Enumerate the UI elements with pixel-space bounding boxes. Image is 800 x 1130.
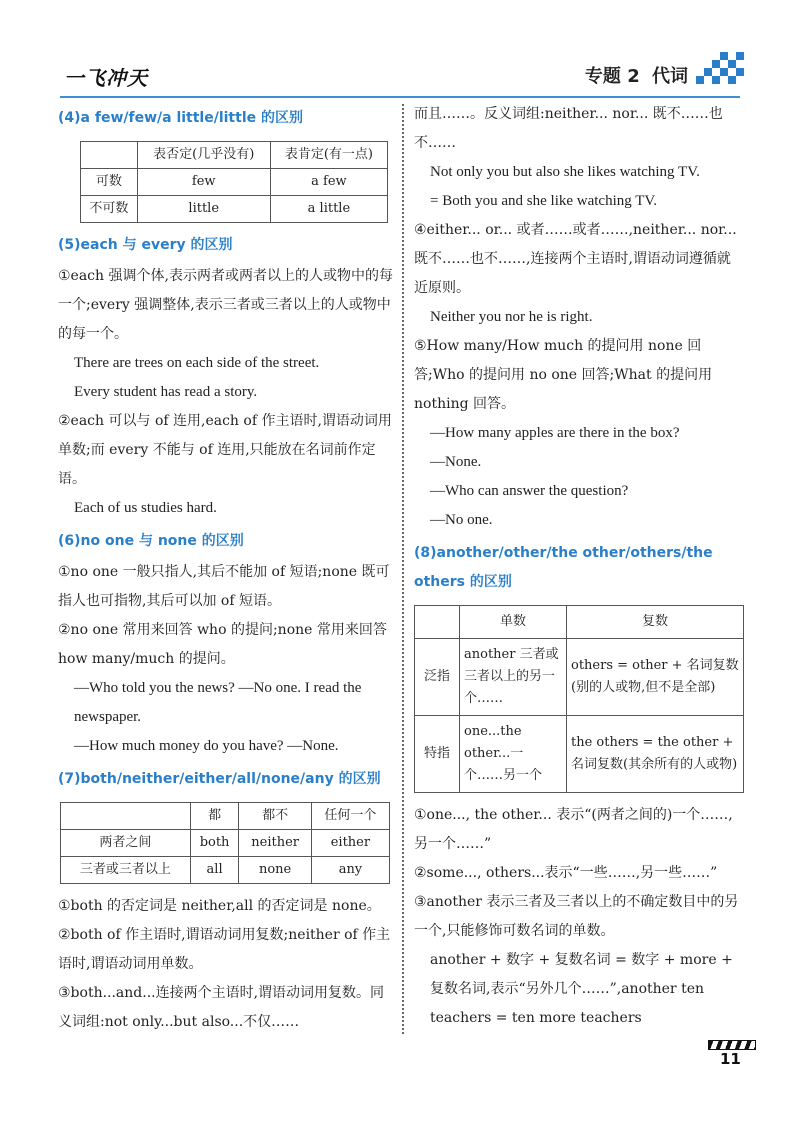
table-header: 都不	[239, 803, 311, 830]
table-header	[415, 606, 460, 639]
paragraph: ③another 表示三者及三者以上的不确定数目中的另一个,只能修饰可数名词的单数。	[414, 894, 739, 939]
left-column	[58, 100, 394, 1037]
table-header: 复数	[567, 606, 744, 639]
example-sentence: Neither you nor he is right.	[430, 309, 593, 325]
paragraph: ②no one 常用来回答 who 的提问;none 常用来回答 how many/much 的提问。	[58, 622, 387, 667]
page-number	[708, 1040, 754, 1070]
section-6-title: (6)no one 与 none 的区别	[58, 533, 244, 549]
paragraph: 而且……。反义词组:neither... nor... 既不……也不……	[414, 106, 723, 151]
table-cell: the others = the other + 名词复数(其余所有的人或物)	[567, 716, 744, 793]
table-row	[61, 857, 390, 884]
table-cell: a few	[270, 169, 387, 196]
table-cell: either	[311, 830, 389, 857]
example-sentence: Not only you but also she likes watching TV.	[430, 164, 700, 180]
table-row	[415, 716, 744, 793]
example-sentence: —None.	[430, 454, 482, 470]
column-divider	[402, 104, 404, 1034]
paragraph: another + 数字 + 复数名词 = 数字 + more + 复数名词,表示“另外几个……”,another ten teachers = ten more teachers	[430, 952, 733, 1026]
table-header: 单数	[460, 606, 567, 639]
section-5-title: (5)each 与 every 的区别	[58, 237, 233, 253]
table-cell: 泛指	[415, 639, 460, 716]
table-cell: little	[137, 196, 270, 223]
table-cell: 两者之间	[61, 830, 191, 857]
paragraph: ②some..., others...表示“一些……,另一些……”	[414, 865, 718, 881]
paragraph: ③both...and...连接两个主语时,谓语动词用复数。同义词组:not only...but also...不仅……	[58, 985, 385, 1030]
example-sentence: —Who told you the news? —No one. I read the newspaper.	[74, 680, 362, 725]
both-neither-table	[60, 802, 390, 884]
paragraph: ①no one 一般只指人,其后不能加 of 短语;none 既可指人也可指物,其后可以加 of 短语。	[58, 564, 390, 609]
page-header	[0, 0, 800, 100]
page-number-text: 11	[720, 1050, 741, 1068]
example-sentence: Each of us studies hard.	[74, 500, 217, 516]
table-cell: 不可数	[81, 196, 138, 223]
table-cell: few	[137, 169, 270, 196]
section-8-title: (8)another/other/the other/others/the others 的区别	[414, 545, 713, 590]
paragraph: ②both of 作主语时,谓语动词用复数;neither of 作主语时,谓语动词用单数。	[58, 927, 391, 972]
brand-logo: 一飞冲天	[64, 66, 148, 90]
table-cell: both	[190, 830, 239, 857]
paragraph: ④either... or... 或者……或者……,neither... nor...既不……也不……,连接两个主语时,谓语动词遵循就近原则。	[414, 222, 737, 296]
table-cell: neither	[239, 830, 311, 857]
topic-name: 代词	[652, 66, 688, 87]
table-row	[61, 830, 390, 857]
example-sentence: —How many apples are there in the box?	[430, 425, 680, 441]
section-7-title: (7)both/neither/either/all/none/any 的区别	[58, 771, 381, 787]
paragraph: ⑤How many/How much 的提问用 none 回答;Who 的提问用 no one 回答;What 的提问用 nothing 回答。	[414, 338, 713, 412]
few-little-table	[80, 141, 388, 223]
example-sentence: There are trees on each side of the street.	[74, 355, 320, 371]
table-header: 表肯定(有一点)	[270, 142, 387, 169]
table-cell: 特指	[415, 716, 460, 793]
section-4-title: (4)a few/few/a little/little 的区别	[58, 110, 303, 126]
example-sentence: Every student has read a story.	[74, 384, 258, 400]
paragraph: ①each 强调个体,表示两者或两者以上的人或物中的每一个;every 强调整体,表示三者或三者以上的人或物中的每一个。	[58, 268, 393, 342]
table-row	[81, 196, 388, 223]
table-cell: any	[311, 857, 389, 884]
topic-label: 专题 2	[584, 66, 640, 87]
page-number-decoration-icon	[708, 1040, 756, 1050]
table-cell: another 三者或三者以上的另一个……	[460, 639, 567, 716]
checker-decoration-icon	[692, 52, 744, 92]
right-column	[414, 100, 744, 1033]
table-row	[415, 639, 744, 716]
table-header: 都	[190, 803, 239, 830]
another-other-table	[414, 605, 744, 793]
example-sentence: —No one.	[430, 512, 493, 528]
table-cell: one...the other...一个……另一个	[460, 716, 567, 793]
paragraph: ②each 可以与 of 连用,each of 作主语时,谓语动词用单数;而 every 不能与 of 连用,只能放在名词前作定语。	[58, 413, 392, 487]
table-cell: a little	[270, 196, 387, 223]
example-sentence: —How much money do you have? —None.	[74, 738, 339, 754]
topic-title	[579, 62, 688, 88]
paragraph: ①one..., the other... 表示“(两者之间的)一个……,另一个……”	[414, 807, 733, 852]
table-header	[61, 803, 191, 830]
example-sentence: = Both you and she like watching TV.	[430, 193, 658, 209]
paragraph: ①both 的否定词是 neither,all 的否定词是 none。	[58, 898, 381, 914]
table-header	[81, 142, 138, 169]
table-cell: 三者或三者以上	[61, 857, 191, 884]
table-row	[81, 169, 388, 196]
table-cell: none	[239, 857, 311, 884]
example-sentence: —Who can answer the question?	[430, 483, 629, 499]
header-rule	[60, 96, 740, 98]
table-cell: others = other + 名词复数(别的人或物,但不是全部)	[567, 639, 744, 716]
table-cell: all	[190, 857, 239, 884]
table-header: 表否定(几乎没有)	[137, 142, 270, 169]
table-header: 任何一个	[311, 803, 389, 830]
table-cell: 可数	[81, 169, 138, 196]
